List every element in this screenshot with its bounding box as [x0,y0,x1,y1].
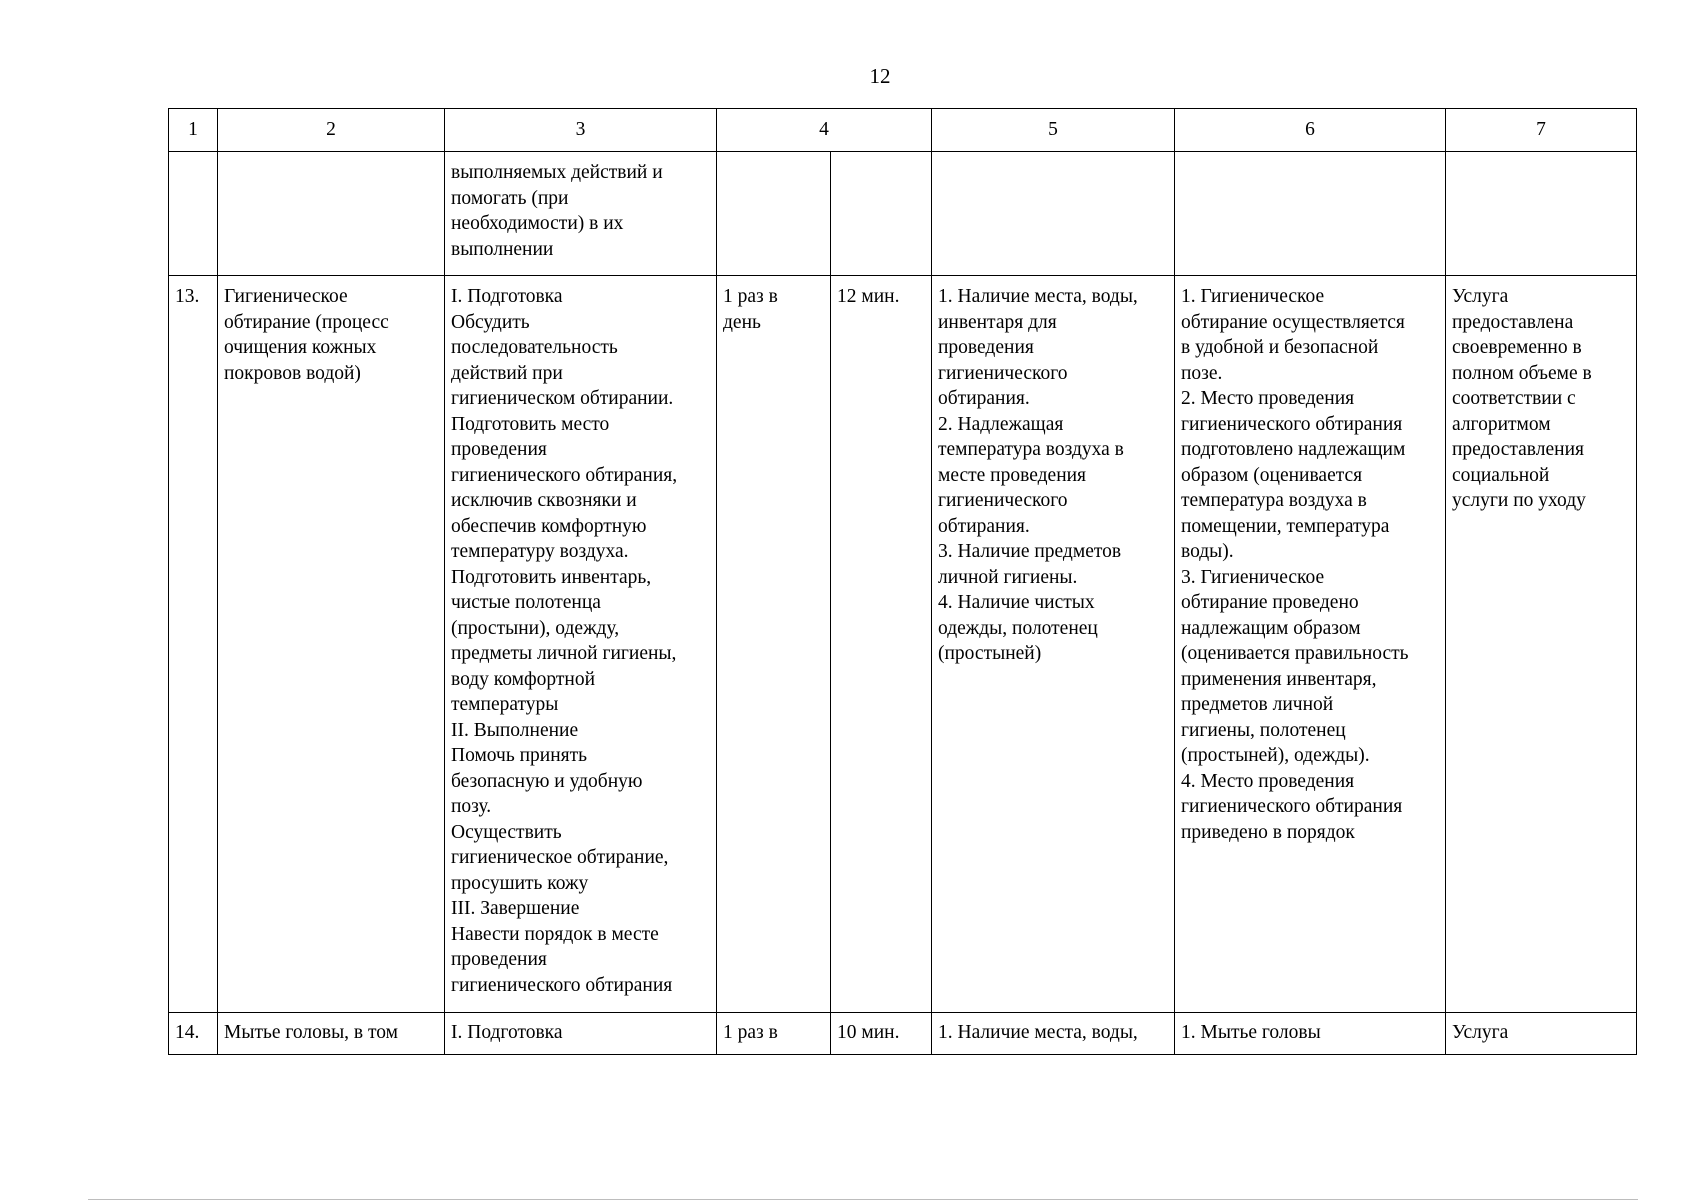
quality-criteria-cell: 1. Мытье головы [1175,1013,1446,1055]
service-standards-table [168,108,1637,1055]
quality-criteria-cell: 1. Гигиеническое обтирание осуществляется в удобной и безопасной позе. 2. Место проведения гигиенического обтирания подготовлено надлежащим образом (оценивается температура воздуха в помещении, температура воды). 3. Гигиеническое обтирание проведено надлежащим образом (оценивается правильность применения инвентаря, предметов личной гигиены, полотенец (простыней), одежды). 4. Место проведения гигиенического обтирания приведено в порядок [1175,276,1446,1013]
result-cell: Услуга предоставлена своевременно в полном объеме в соответствии с алгоритмом предоставления социальной услуги по уходу [1446,276,1637,1013]
page-number: 12 [869,64,891,88]
procedure-cell: I. Подготовка Обсудить последовательность действий при гигиеническом обтирании. Подготовить место проведения гигиенического обтирания, исключив сквозняки и обеспечив комфортную температуру воздуха. Подготовить инвентарь, чистые полотенца (простыни), одежду, предметы личной гигиены, воду комфортной температуры II. Выполнение Помочь принять безопасную и удобную позу. Осуществить гигиеническое обтирание, просушить кожу III. Завершение Навести порядок в месте проведения гигиенического обтирания [445,276,717,1013]
column-header-7: 7 [1446,109,1637,152]
conditions-cell: 1. Наличие места, воды, [932,1013,1175,1055]
continuation-cell-name [218,152,445,276]
frequency-cell: 1 раз в день [717,276,831,1013]
continuation-cell-conditions [932,152,1175,276]
continuation-cell-procedure: выполняемых действий и помогать (при необходимости) в их выполнении [445,152,717,276]
procedure-cell: I. Подготовка [445,1013,717,1055]
frequency-cell: 1 раз в [717,1013,831,1055]
column-header-6: 6 [1175,109,1446,152]
continuation-row [169,152,1637,276]
row-number-cell: 13. [169,276,218,1013]
duration-cell: 10 мин. [831,1013,932,1055]
duration-cell: 12 мин. [831,276,932,1013]
result-cell: Услуга [1446,1013,1637,1055]
continuation-cell-frequency [717,152,831,276]
conditions-cell: 1. Наличие места, воды, инвентаря для проведения гигиенического обтирания. 2. Надлежащая температура воздуха в месте проведения гигиенического обтирания. 3. Наличие предметов личной гигиены. 4. Наличие чистых одежды, полотенец (простыней) [932,276,1175,1013]
continuation-cell-result [1446,152,1637,276]
continuation-cell-num [169,152,218,276]
column-header-5: 5 [932,109,1175,152]
row-number-cell: 14. [169,1013,218,1055]
service-name-cell: Гигиеническое обтирание (процесс очищения кожных покровов водой) [218,276,445,1013]
column-header-3: 3 [445,109,717,152]
column-header-2: 2 [218,109,445,152]
continuation-cell-duration [831,152,932,276]
column-header-1: 1 [169,109,218,152]
table-row [169,1013,1637,1055]
table-row [169,276,1637,1013]
service-name-cell: Мытье головы, в том [218,1013,445,1055]
column-number-row [169,109,1637,152]
continuation-cell-quality [1175,152,1446,276]
column-header-4: 4 [717,109,932,152]
